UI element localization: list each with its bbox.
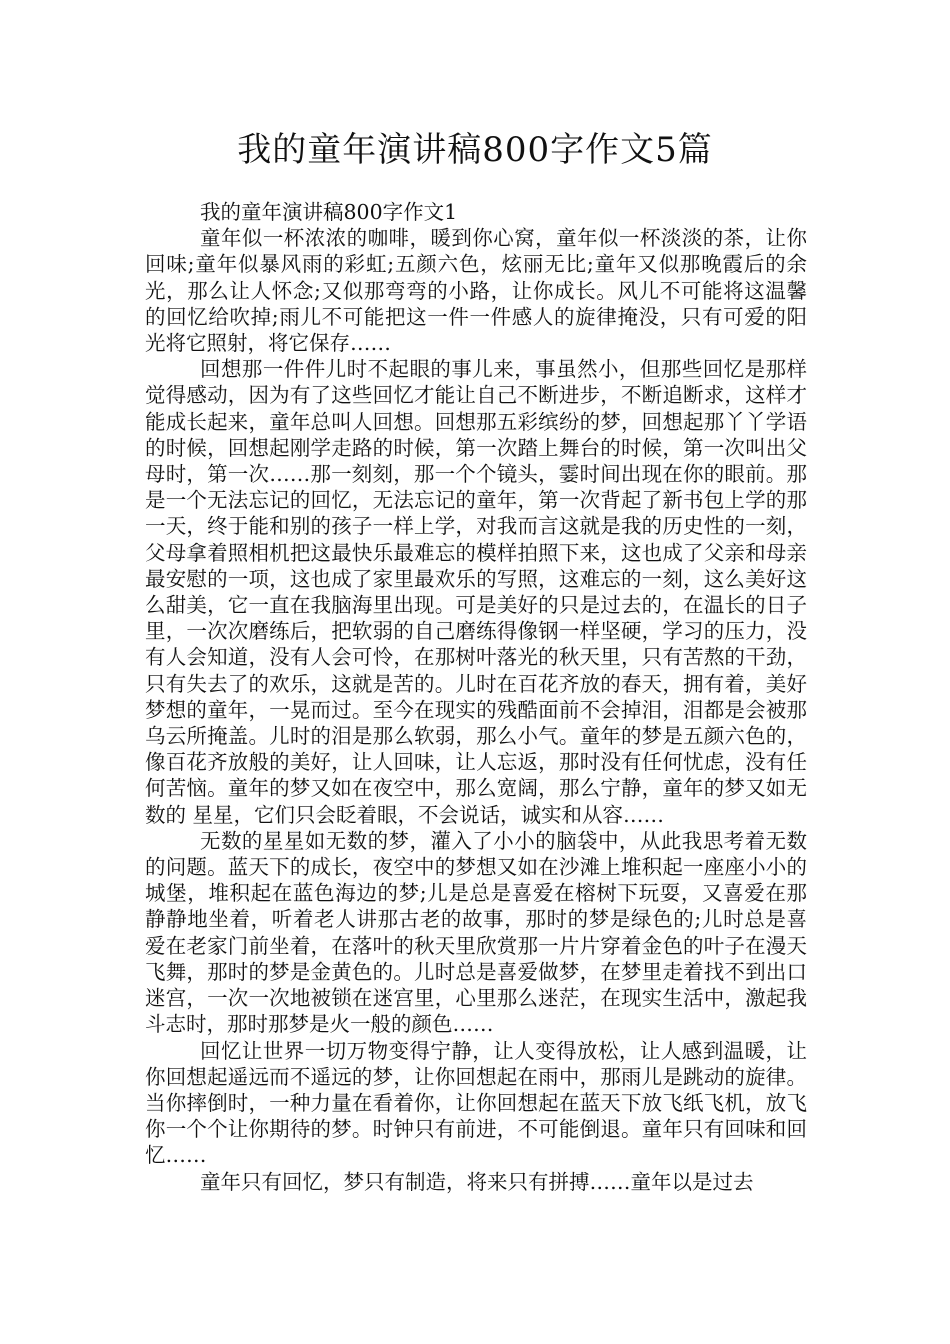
- paragraph-2: 回想那一件件儿时不起眼的事儿来，事虽然小，但那些回忆是那样觉得感动，因为有了这些回忆才能让自己不断进步，不断追断求，这样才能成长起来，童年总叫人回想。回想那五彩缤纷的梦，回想起那丫丫学语的时候，回想起刚学走路的时候，第一次踏上舞台的时候，第一次叫出父母时，第一次……那一刻刻，那一个个镜头，霎时间出现在你的眼前。那是一个无法忘记的回忆，无法忘记的童年，第一次背起了新书包上学的那一天，终于能和别的孩子一样上学，对我而言这就是我的历史性的一刻，父母拿着照相机把这最快乐最难忘的模样拍照下来，这也成了父亲和母亲最安慰的一项，这也成了家里最欢乐的写照，这难忘的一刻，这么美好这么甜美，它一直在我脑海里出现。可是美好的只是过去的，在温长的日子里，一次次磨练后，把软弱的自己磨练得像钢一样坚硬，学习的压力，没有人会知道，没有人会可怜，在那树叶落光的秋天里，只有苦熬的干劲，只有失去了的欢乐，这就是苦的。儿时在百花齐放的春天，拥有着，美好梦想的童年，一晃而过。至今在现实的残酷面前不会掉泪，泪都是会被那乌云所掩盖。儿时的泪是那么软弱，那么小气。童年的梦是五颜六色的，像百花齐放般的美好，让人回味，让人忘返，那时没有任何忧虑，没有任何苦恼。童年的梦又如在夜空中，那么宽阔，那么宁静，童年的梦又如无数的 星星，它们只会眨着眼，不会说话，诚实和从容……: [145, 357, 807, 827]
- paragraph-1: 童年似一杯浓浓的咖啡，暖到你心窝，童年似一杯淡淡的茶，让你回味;童年似暴风雨的彩虹;五颜六色，炫丽无比;童年又似那晚霞后的余光，那么让人怀念;又似那弯弯的小路，让你成长。风儿不可能将这温馨的回忆给吹掉;雨儿不可能把这一件一件感人的旋律掩没，只有可爱的阳光将它照射，将它保存……: [145, 226, 807, 356]
- document-title: 我的童年演讲稿800字作文5篇: [237, 130, 713, 170]
- paragraph-4: 回忆让世界一切万物变得宁静，让人变得放松，让人感到温暖，让你回想起遥远而不遥远的梦，让你回想起在雨中，那雨儿是跳动的旋律。当你摔倒时，一种力量在看着你，让你回想起在蓝天下放飞纸飞机，放飞你一个个让你期待的梦。时钟只有前进，不可能倒退。童年只有回味和回忆……: [145, 1038, 807, 1168]
- document-body: [145, 199, 807, 1195]
- paragraph-3: 无数的星星如无数的梦，灌入了小小的脑袋中，从此我思考着无数的问题。蓝天下的成长，夜空中的梦想又如在沙滩上堆积起一座座小小的城堡，堆积起在蓝色海边的梦;儿是总是喜爱在榕树下玩耍，又喜爱在那静静地坐着，听着老人讲那古老的故事，那时的梦是绿色的;儿时总是喜爱在老家门前坐着，在落叶的秋天里欣赏那一片片穿着金色的叶子在漫天飞舞，那时的梦是金黄色的。儿时总是喜爱做梦，在梦里走着找不到出口迷宫，一次一次地被锁在迷宫里，心里那么迷茫，在现实生活中，激起我斗志时，那时那梦是火一般的颜色……: [145, 828, 807, 1037]
- paragraph-5: 童年只有回忆，梦只有制造，将来只有拼搏……童年以是过去: [200, 1169, 754, 1194]
- section-subtitle: 我的童年演讲稿800字作文1: [200, 200, 458, 224]
